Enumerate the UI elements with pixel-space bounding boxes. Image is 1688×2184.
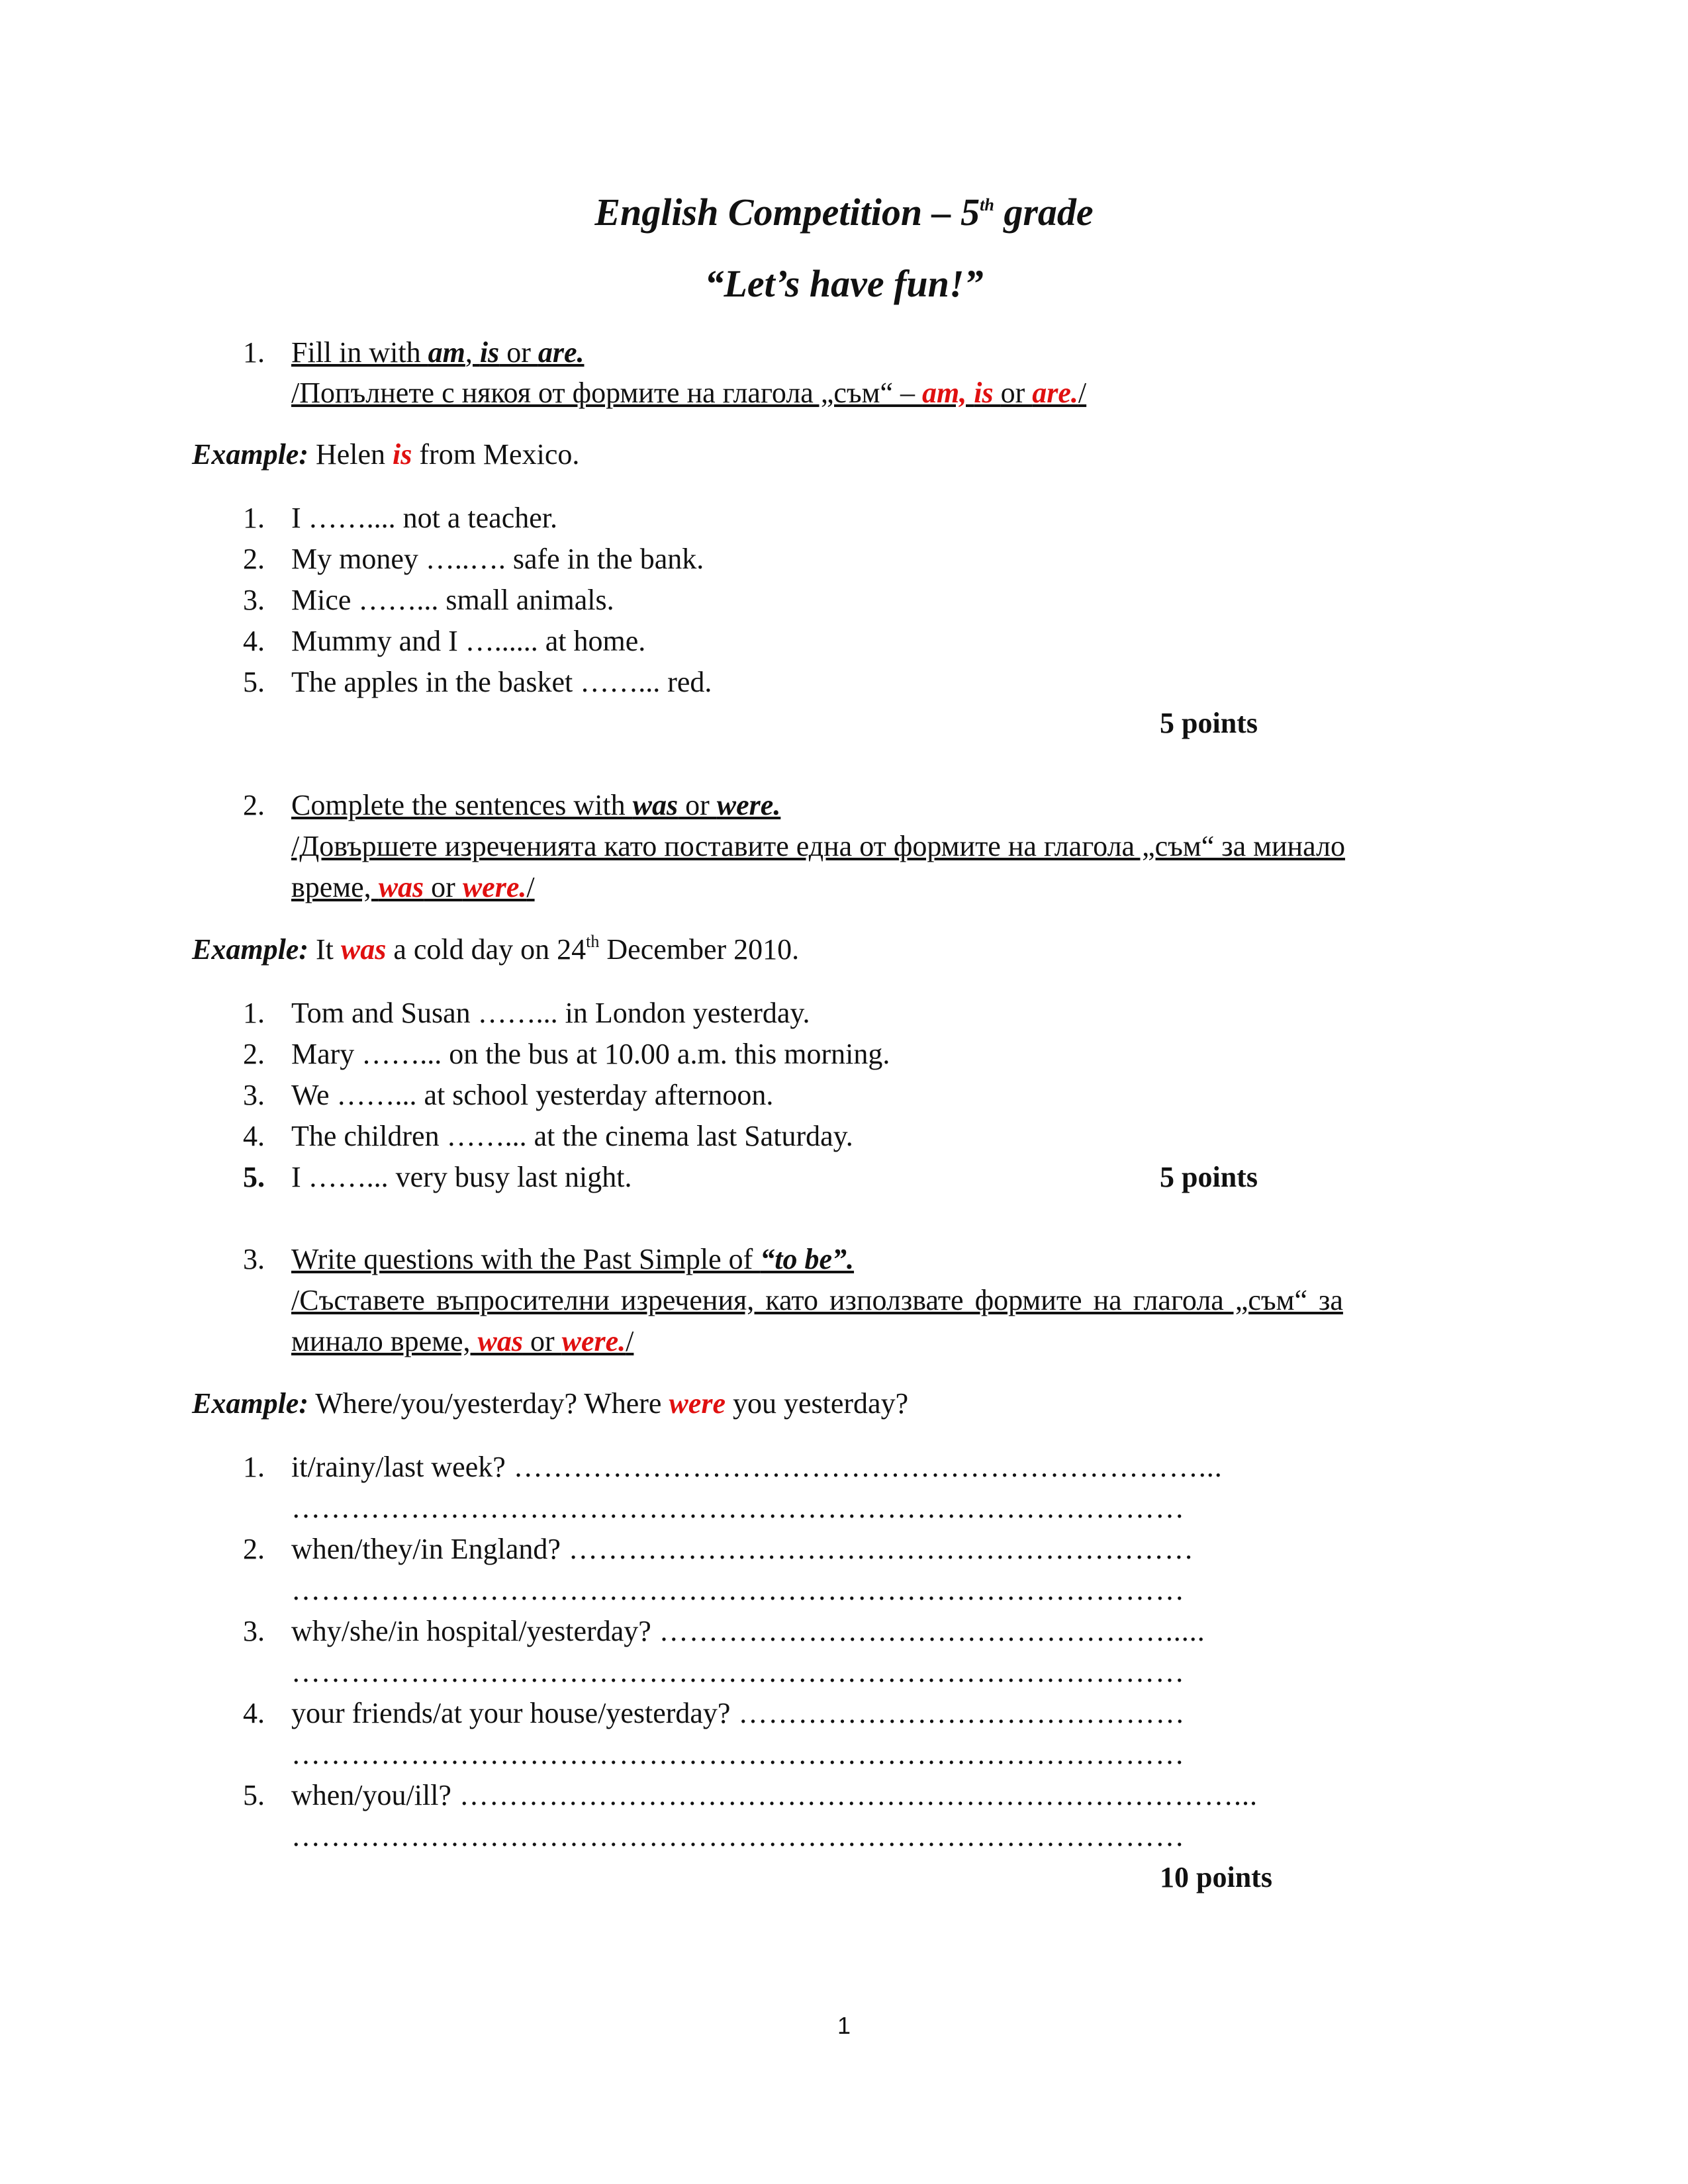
question-prompt: when/you/ill? ……………………………………………………………………... xyxy=(291,1779,1258,1811)
item-number: 4. xyxy=(243,625,265,657)
item-number: 4. xyxy=(243,1120,265,1152)
section-number: 3. xyxy=(243,1243,265,1275)
item-number: 3. xyxy=(243,1615,265,1647)
item-number: 2. xyxy=(243,1533,265,1565)
section-number: 2. xyxy=(243,789,265,821)
page-subtitle: “Let’s have fun!” xyxy=(704,262,984,305)
page-title: English Competition – 5th grade xyxy=(594,191,1094,234)
exercise-item: I ……... very busy last night. xyxy=(291,1161,632,1193)
item-number: 3. xyxy=(243,584,265,616)
points-label: 5 points xyxy=(1160,707,1258,739)
exercise-item: Mice ……... small animals. xyxy=(291,584,614,616)
page-number: 1 xyxy=(837,2012,851,2039)
item-number: 5. xyxy=(243,666,265,698)
example-sentence: Example: Helen is from Mexico. xyxy=(192,438,580,471)
exercise-item: I …….... not a teacher. xyxy=(291,502,557,534)
item-number: 1. xyxy=(243,997,265,1029)
section-translation: /Довършете изреченията като поставите една от формите на глагола „съм“ за минало xyxy=(291,830,1345,862)
item-number: 5. xyxy=(243,1161,265,1193)
question-prompt: your friends/at your house/yesterday? ……………………………………… xyxy=(291,1697,1186,1729)
answer-line[interactable]: ……………………………………………………………………………… xyxy=(291,1738,1185,1770)
example-sentence: Example: It was a cold day on 24th December 2010. xyxy=(192,932,800,966)
exercise-item: Tom and Susan ……... in London yesterday. xyxy=(291,997,810,1029)
item-number: 2. xyxy=(243,1038,265,1070)
exercise-item: The children ……... at the cinema last Saturday. xyxy=(291,1120,853,1152)
section-translation: /Съставете въпросителни изречения, като използвате формите на глагола „съм“ за xyxy=(291,1284,1343,1316)
section-number: 1. xyxy=(243,336,265,369)
section-heading: Complete the sentences with was or were. xyxy=(291,789,781,821)
exercise-item: Mummy and I …...... at home. xyxy=(291,625,646,657)
section-heading: Fill in with am, is or are. xyxy=(291,336,585,369)
exercise-item: The apples in the basket ……... red. xyxy=(291,666,712,698)
item-number: 1. xyxy=(243,502,265,534)
item-number: 3. xyxy=(243,1079,265,1111)
item-number: 2. xyxy=(243,543,265,575)
item-number: 5. xyxy=(243,1779,265,1811)
answer-line[interactable]: ……………………………………………………………………………… xyxy=(291,1820,1185,1852)
section-translation-cont: минало време, was or were./ xyxy=(291,1325,634,1357)
points-label: 5 points xyxy=(1160,1161,1258,1193)
answer-line[interactable]: ……………………………………………………………………………… xyxy=(291,1574,1185,1606)
section-translation: /Попълнете с някоя от формите на глагола „съм“ – am, is or are./ xyxy=(291,377,1087,409)
section-heading: Write questions with the Past Simple of “to be”. xyxy=(291,1243,855,1275)
example-sentence: Example: Where/you/yesterday? Where were you yesterday? xyxy=(192,1387,909,1420)
question-prompt: why/she/in hospital/yesterday? ……………………………………………..... xyxy=(291,1615,1205,1647)
exercise-item: My money …..…. safe in the bank. xyxy=(291,543,704,575)
question-prompt: when/they/in England? ……………………………………………………… xyxy=(291,1533,1194,1565)
exercise-item: We ……... at school yesterday afternoon. xyxy=(291,1079,774,1111)
item-number: 4. xyxy=(243,1697,265,1729)
exercise-item: Mary ……... on the bus at 10.00 a.m. this morning. xyxy=(291,1038,890,1070)
answer-line[interactable]: ……………………………………………………………………………… xyxy=(291,1656,1185,1688)
points-label: 10 points xyxy=(1160,1861,1272,1893)
question-prompt: it/rainy/last week? ……………………………………………………………... xyxy=(291,1451,1223,1483)
section-translation-cont: време, was or were./ xyxy=(291,871,535,903)
item-number: 1. xyxy=(243,1451,265,1483)
answer-line[interactable]: ……………………………………………………………………………… xyxy=(291,1492,1185,1524)
